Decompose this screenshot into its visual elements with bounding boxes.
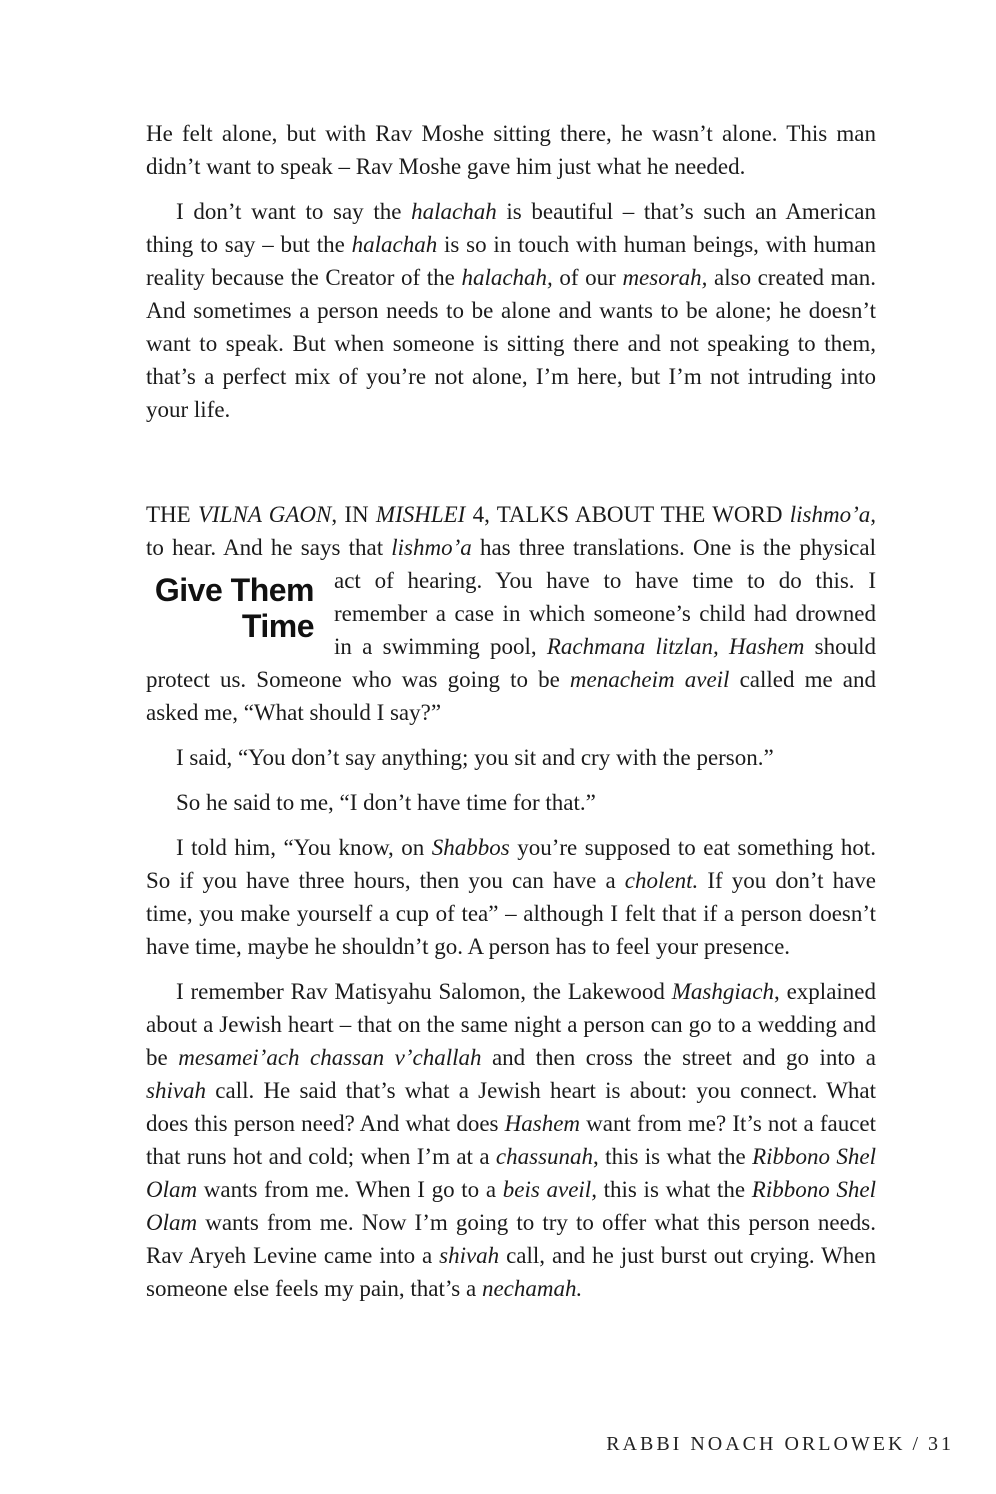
text-run: I told him, “You know, on: [176, 835, 432, 860]
text-run: you’re supposed to eat something hot. So if you have three hours, then you can have a: [146, 835, 876, 893]
section-opening-paragraph: [146, 498, 876, 729]
text-run: call. He said that’s what a Jewish heart is about: you connect. What does this person need? And what does: [146, 1078, 876, 1136]
text-run: , explained about a Jewish heart – that on the same night a person can go to a wedding and be: [146, 979, 876, 1070]
text-run: He felt alone, but with Rav Moshe sitting there, he wasn’t alone. This man didn’t want to speak – Rav Moshe gave him just what he needed.: [146, 121, 876, 179]
italic-run: lishmo’a: [391, 535, 472, 560]
section-paragraphs: [146, 741, 876, 1305]
italic-run: Shabbos: [431, 835, 510, 860]
italic-run: cholent.: [624, 868, 699, 893]
text-run: also created man. And sometimes a person needs to be alone and wants to be alone; he doesn’t want to speak. But when someone is sitting there and not speaking to them, that’s a perfect mix of you’re not alone, I’m here, but I’m not intruding into your life.: [146, 265, 877, 422]
italic-run: Ribbono Shel Olam: [146, 1177, 876, 1235]
text-run: I don’t want to say the: [176, 199, 412, 224]
text-run: want from me? It’s not a faucet that runs hot and cold; when I’m at a: [146, 1111, 877, 1169]
text-run: and then cross the street and go into a: [481, 1045, 876, 1070]
section-give-them-time: [146, 498, 876, 1305]
section-intro: [146, 117, 876, 426]
text-run: is beautiful – that’s such an American thing to say – but the: [146, 199, 876, 257]
italic-run: chassunah: [495, 1144, 594, 1169]
paragraph: [146, 786, 876, 819]
italic-run: beis aveil,: [502, 1177, 597, 1202]
italic-run: Ribbono Shel Olam: [146, 1144, 876, 1202]
text-run: of our: [552, 265, 623, 290]
text-run: THE: [146, 502, 198, 527]
text-run: So he said to me, “I don’t have time for that.”: [176, 790, 596, 815]
text-run: to hear. And he says that: [146, 535, 392, 560]
italic-run: Hashem: [504, 1111, 581, 1136]
text-run: wants from me. Now I’m going to try to offer what this person needs. Rav Aryeh Levine came into a: [146, 1210, 876, 1268]
text-run: is so in touch with human beings, with human reality because the Creator of the: [146, 232, 876, 290]
italic-run: mesorah,: [622, 265, 708, 290]
text-run: , IN: [331, 502, 376, 527]
text-run: call, and he just burst out crying. When someone else feels my pain, that’s a: [146, 1243, 877, 1301]
text-run: wants from me. When I go to a: [197, 1177, 503, 1202]
text-run: 4, TALKS ABOUT THE WORD: [465, 502, 790, 527]
text-run: this is what the: [596, 1177, 752, 1202]
text-run: is the physical act of hearing. You have to have time to do this. I remember a case in which someone’s child had drowned in a swimming pool,: [334, 535, 876, 659]
italic-run: shivah: [146, 1078, 207, 1103]
italic-run: Mashgiach: [671, 979, 774, 1004]
italic-run: halachah: [411, 199, 497, 224]
italic-run: VILNA GAON: [197, 502, 332, 527]
text-run: called me and asked me, “What should I say?”: [146, 667, 876, 725]
footer-page-number: 31: [928, 1433, 954, 1455]
italic-run: shivah: [439, 1243, 500, 1268]
running-footer: [606, 1433, 954, 1456]
paragraph: [146, 831, 876, 963]
section-heading-line2: Time: [241, 608, 314, 644]
italic-run: MISHLEI: [375, 502, 466, 527]
italic-run: menacheim aveil: [569, 667, 730, 692]
text-run: , this is what the: [593, 1144, 753, 1169]
paragraph: [146, 741, 876, 774]
italic-run: halachah,: [461, 265, 553, 290]
text-run: I said, “You don’t say anything; you sit and cry with the person.”: [176, 745, 774, 770]
paragraph: [146, 975, 876, 1305]
text-run: has three translations. One: [471, 535, 740, 560]
italic-run: nechamah.: [481, 1276, 583, 1301]
footer-author: RABBI NOACH ORLOWEK: [606, 1433, 906, 1455]
intro-paragraphs: [146, 117, 876, 426]
italic-run: mesamei’ach chassan v’challah: [178, 1045, 482, 1070]
body-text: [146, 117, 876, 1317]
paragraph: [146, 117, 876, 183]
text-run: should protect us. Someone who was going to be: [146, 634, 876, 692]
italic-run: halachah: [351, 232, 438, 257]
italic-run: lishmo’a,: [789, 502, 876, 527]
section-heading-line1: Give Them: [154, 572, 314, 608]
footer-separator: /: [912, 1433, 921, 1455]
paragraph: [146, 195, 876, 426]
text-run: If you don’t have time, you make yourself a cup of tea” – although I felt that if a person doesn’t have time, maybe he shouldn’t go. A person has to feel your presence.: [146, 868, 876, 959]
italic-run: Rachmana litzlan, Hashem: [546, 634, 805, 659]
text-run: I remember Rav Matisyahu Salomon, the Lakewood: [176, 979, 672, 1004]
section-heading: [146, 564, 314, 663]
